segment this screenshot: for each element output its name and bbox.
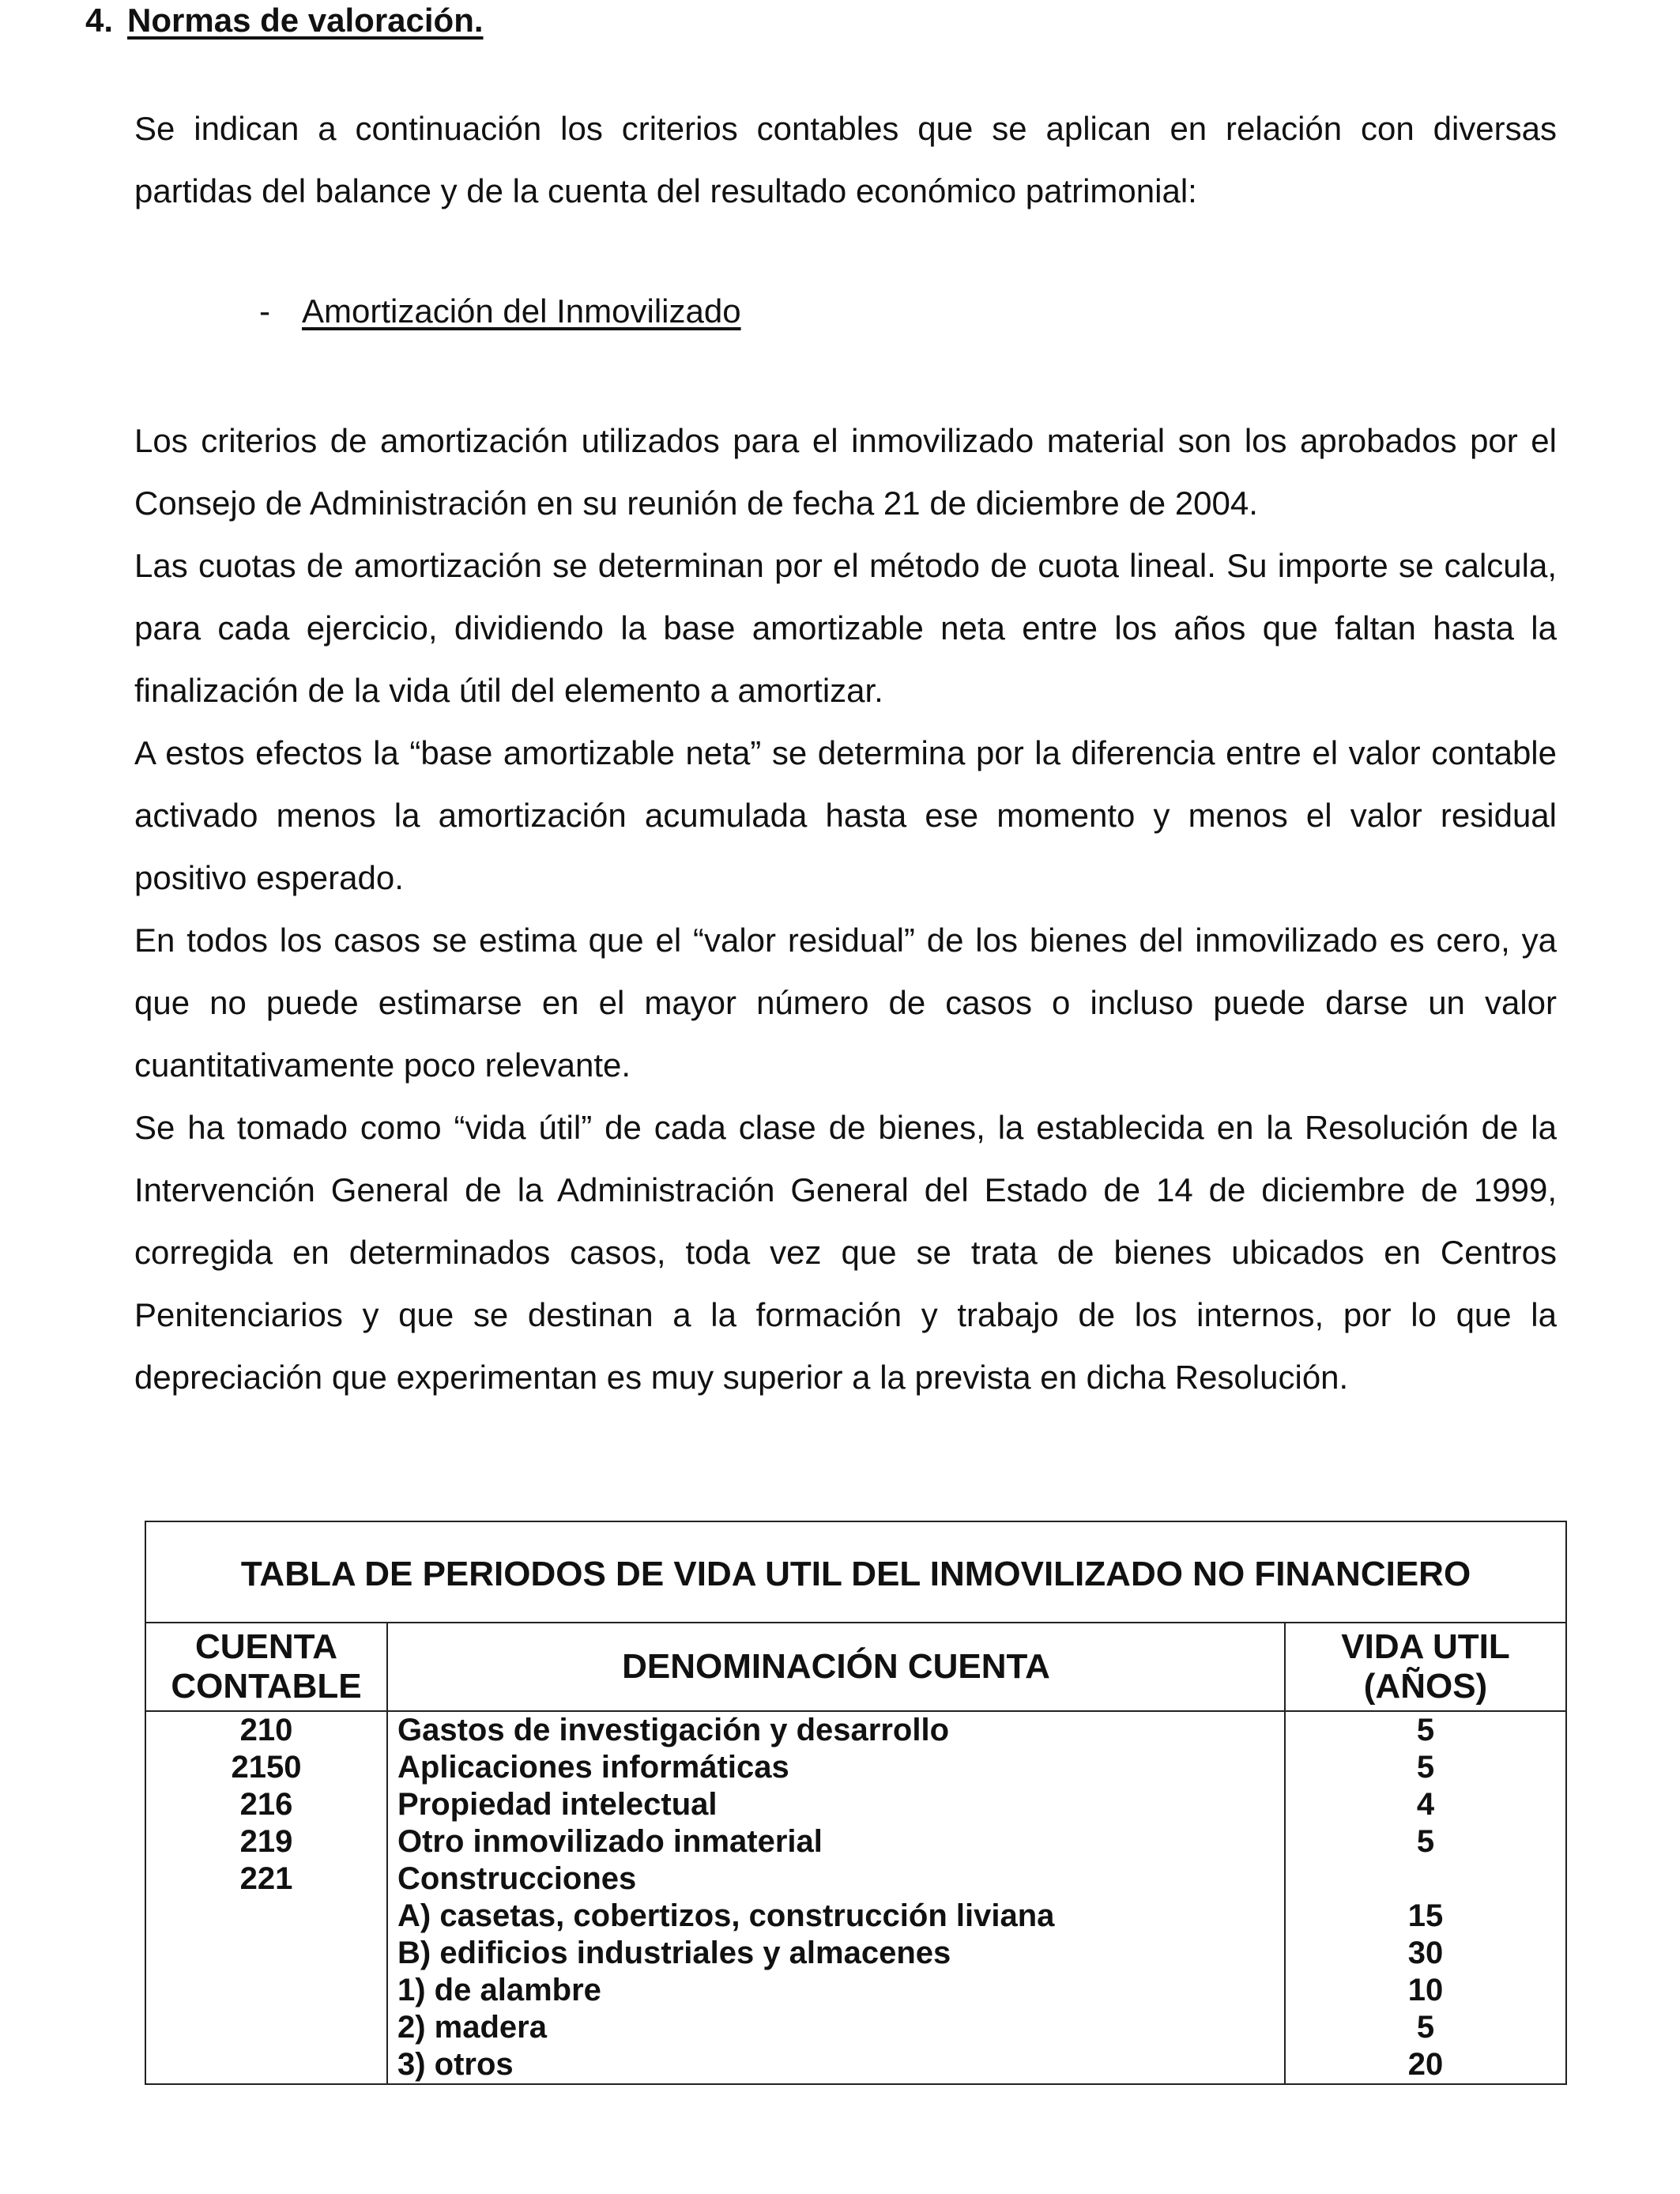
bullet-dash: - (259, 292, 270, 330)
table-row (145, 1898, 1566, 1935)
table-title: TABLA DE PERIODOS DE VIDA UTIL DEL INMOVILIZADO NO FINANCIERO (145, 1521, 1566, 1623)
cell-account: 210 (145, 1711, 387, 1749)
table-header-row (145, 1623, 1566, 1711)
header-account (145, 1623, 387, 1711)
table-row (145, 1823, 1566, 1860)
cell-account (145, 1972, 387, 2009)
cell-years: 10 (1285, 1972, 1566, 2009)
cell-account (145, 2046, 387, 2084)
cell-years: 4 (1285, 1786, 1566, 1823)
cell-account (145, 1935, 387, 1972)
table-row (145, 1860, 1566, 1898)
cell-years: 20 (1285, 2046, 1566, 2084)
cell-years: 15 (1285, 1898, 1566, 1935)
cell-name: Otro inmovilizado inmaterial (387, 1823, 1285, 1860)
table-row (145, 2046, 1566, 2084)
cell-name: A) casetas, cobertizos, construcción liviana (387, 1898, 1285, 1935)
header-name: DENOMINACIÓN CUENTA (387, 1623, 1285, 1711)
table-row (145, 1749, 1566, 1786)
section-number: 4. (85, 2, 114, 39)
cell-account: 216 (145, 1786, 387, 1823)
cell-name: 1) de alambre (387, 1972, 1285, 2009)
cell-name: B) edificios industriales y almacenes (387, 1935, 1285, 1972)
cell-years (1285, 1860, 1566, 1898)
header-life-line2: (AÑOS) (1363, 1667, 1488, 1706)
cell-account (145, 2009, 387, 2046)
cell-account: 219 (145, 1823, 387, 1860)
section-heading (85, 2, 484, 40)
header-account-line1: CUENTA (194, 1627, 338, 1666)
cell-account: 221 (145, 1860, 387, 1898)
intro-paragraph: Se indican a continuación los criterios contables que se aplican en relación con diversas partidas del balance y de la cuenta del resultado económico patrimonial: (134, 110, 1557, 209)
paragraph: Las cuotas de amortización se determinan por el método de cuota lineal. Su importe se calcula, para cada ejercicio, dividiendo la base amortizable neta entre los años que faltan hasta la finalización de la vida útil del elemento a amortizar. (134, 547, 1557, 709)
body-text (134, 409, 1557, 1408)
cell-name: 3) otros (387, 2046, 1285, 2084)
paragraph: Los criterios de amortización utilizados para el inmovilizado material son los aprobados por el Consejo de Administración en su reunión de fecha 21 de diciembre de 2004. (134, 422, 1557, 522)
cell-name: Aplicaciones informáticas (387, 1749, 1285, 1786)
useful-life-table (145, 1521, 1567, 2085)
cell-name: 2) madera (387, 2009, 1285, 2046)
cell-years: 5 (1285, 1823, 1566, 1860)
paragraph: A estos efectos la “base amortizable neta” se determina por la diferencia entre el valor contable activado menos la amortización acumulada hasta ese momento y menos el valor residual positivo esperado. (134, 734, 1557, 896)
cell-years: 30 (1285, 1935, 1566, 1972)
table-row (145, 1935, 1566, 1972)
paragraph: En todos los casos se estima que el “valor residual” de los bienes del inmovilizado es cero, ya que no puede estimarse en el mayor número de casos o incluso puede darse un valor cuantitativamente poco relevante. (134, 922, 1557, 1084)
section-title: Normas de valoración. (127, 2, 484, 39)
cell-name: Propiedad intelectual (387, 1786, 1285, 1823)
header-account-line2: CONTABLE (171, 1667, 362, 1706)
paragraph: Se ha tomado como “vida útil” de cada clase de bienes, la establecida en la Resolución de la Intervención General de la Administración General del Estado de 14 de diciembre de 1999, corregida en determinados casos, toda vez que se trata de bienes ubicados en Centros Penitenciarios y que se destinan a la formación y trabajo de los internos, por lo que la depreciación que experimentan es muy superior a la prevista en dicha Resolución. (134, 1109, 1557, 1396)
table-row (145, 1711, 1566, 1749)
cell-account (145, 1898, 387, 1935)
header-life-line1: VIDA UTIL (1341, 1627, 1510, 1666)
cell-years: 5 (1285, 1749, 1566, 1786)
table-row (145, 2009, 1566, 2046)
table-title-row (145, 1521, 1566, 1623)
cell-years: 5 (1285, 2009, 1566, 2046)
cell-name: Construcciones (387, 1860, 1285, 1898)
bullet-label: Amortización del Inmovilizado (302, 292, 741, 330)
header-life (1285, 1623, 1566, 1711)
table-row (145, 1972, 1566, 2009)
cell-name: Gastos de investigación y desarrollo (387, 1711, 1285, 1749)
cell-years: 5 (1285, 1711, 1566, 1749)
bullet-item (259, 292, 741, 330)
table-row (145, 1786, 1566, 1823)
cell-account: 2150 (145, 1749, 387, 1786)
